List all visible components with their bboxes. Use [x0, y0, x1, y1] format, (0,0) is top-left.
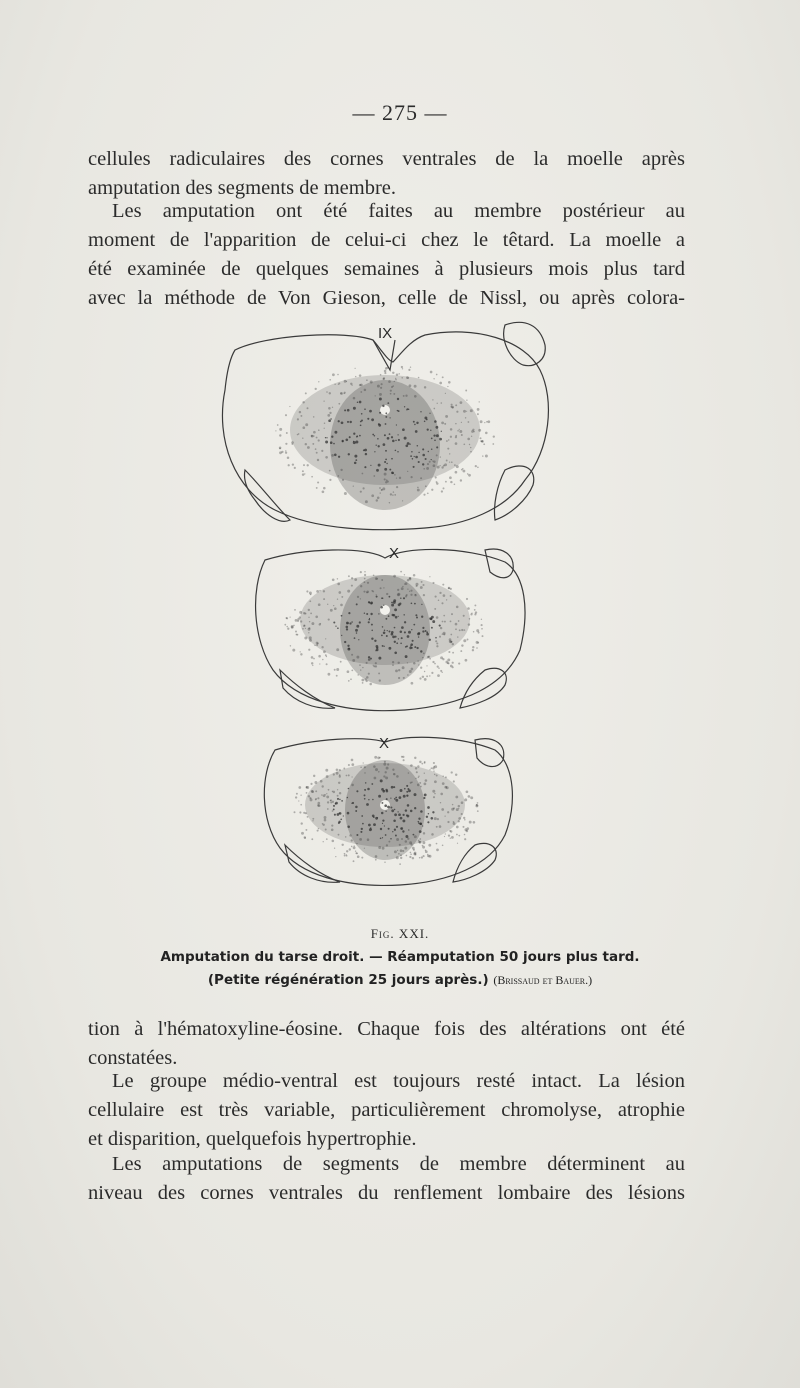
- paragraph-group: [88, 1067, 685, 1154]
- figure-label: Fig. XXI.: [370, 926, 430, 941]
- text-line: Les amputations de segments de membre déterminent au: [112, 1153, 685, 1175]
- text-line: amputation des segments de membre.: [88, 177, 396, 199]
- text-line: avec la méthode de Von Gieson, celle de Nissl, ou après colora-: [88, 287, 685, 309]
- paragraph-last: [88, 1150, 685, 1208]
- section-label-x-lower: X: [379, 735, 390, 752]
- section-label-ix: IX: [378, 325, 393, 342]
- text-line: Les amputation ont été faites au membre postérieur au: [112, 200, 685, 222]
- text-line: Le groupe médio-ventral est toujours resté intact. La lésion: [112, 1070, 685, 1092]
- section-label-x-upper: X: [389, 545, 400, 562]
- text-line: été examinée de quelques semaines à plusieurs mois plus tard: [88, 258, 685, 280]
- text-line: cellules radiculaires des cornes ventrales de la moelle après: [88, 148, 685, 170]
- text-line: tion à l'hématoxyline-éosine. Chaque fois des altérations ont été: [88, 1018, 685, 1040]
- text-line: cellulaire est très variable, particulièrement chromolyse, atrophie: [88, 1099, 685, 1121]
- figure-caption-line1: Amputation du tarse droit. — Réamputation 50 jours plus tard.: [160, 949, 640, 965]
- spinal-cord-sections-figure: [205, 310, 565, 910]
- paragraph-after: [88, 1015, 685, 1073]
- figure-caption-line2: [0, 972, 800, 988]
- paragraph-second: [88, 197, 685, 313]
- caption-text: (Petite régénération 25 jours après.): [207, 972, 489, 988]
- figure-credit: (Brissaud et Bauer.): [493, 973, 593, 987]
- page-number: — 275 —: [352, 100, 448, 125]
- text-line: niveau des cornes ventrales du renflement lombaire des lésions: [88, 1182, 685, 1204]
- text-line: moment de l'apparition de celui-ci chez le têtard. La moelle a: [88, 229, 685, 251]
- text-line: constatées.: [88, 1047, 178, 1069]
- paragraph-top: [88, 145, 685, 203]
- text-line: et disparition, quelquefois hypertrophie.: [88, 1128, 417, 1150]
